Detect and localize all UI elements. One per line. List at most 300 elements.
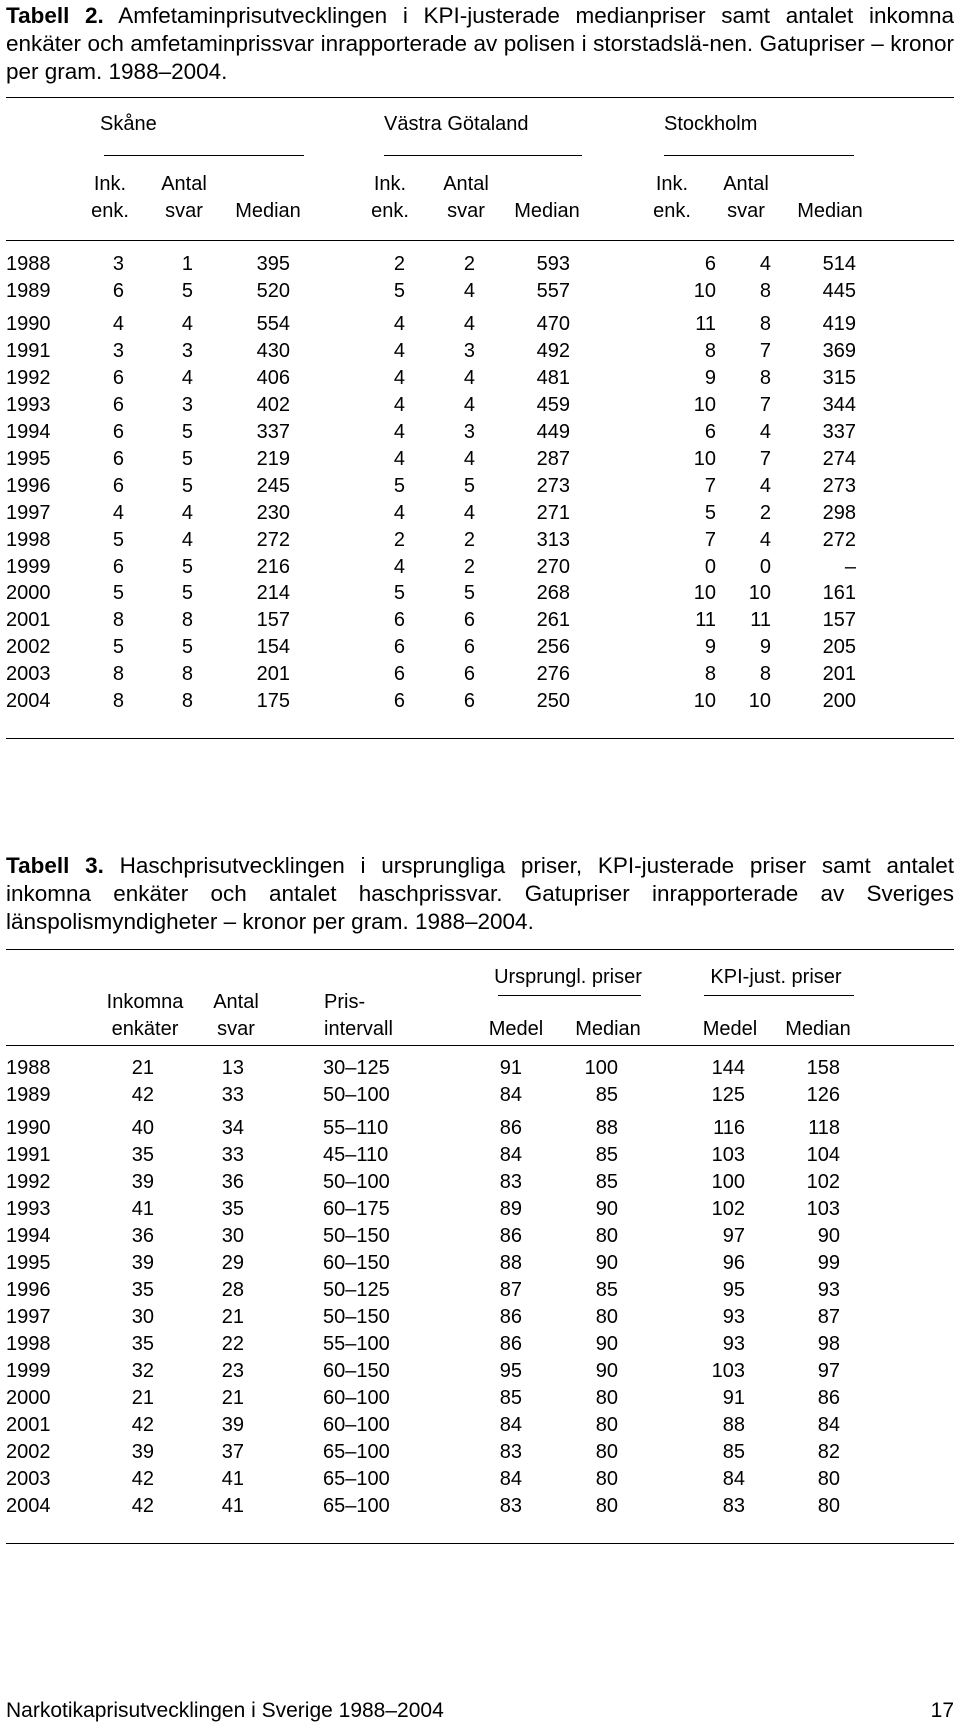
table3-cell: 86 [499,1117,522,1139]
table2-cell: 6 [112,448,124,470]
table2-cell: 514 [822,253,856,275]
table2-cell: 6 [112,421,124,443]
table2-cell: 8 [704,663,716,685]
table3-cell: 88 [499,1252,522,1274]
page-number: 17 [930,1699,954,1722]
table2-cell: 8 [759,313,771,335]
table3-year-cell: 2000 [6,1387,51,1409]
table3-cell: 36 [221,1171,244,1193]
table3-cell: 90 [595,1333,618,1355]
footer-title: Narkotikaprisutvecklingen i Sverige 1988–2004 [6,1699,444,1722]
table2-cell: 7 [759,394,771,416]
table2-cell: 481 [536,367,570,389]
table3-cell: 42 [131,1084,154,1106]
table2-cell: 7 [759,340,771,362]
table3-cell: 84 [499,1144,522,1166]
table2-cell: 5 [463,475,475,497]
table2-year-cell: 1997 [6,502,51,524]
table2-cell: 4 [112,313,124,335]
table2-year-cell: 1991 [6,340,51,362]
table2-cell: 0 [704,556,716,578]
table3-header-inkomna: Inkomna [106,991,184,1013]
table2-cell: 4 [181,367,193,389]
table2-cell: 157 [256,609,290,631]
table2-subheader-svar: svar [727,200,765,222]
table3-cell: 42 [131,1495,154,1517]
table2-cell: 6 [112,475,124,497]
table3-cell: 83 [722,1495,745,1517]
table2-cell: 157 [822,609,856,631]
table2-cell: 5 [181,475,193,497]
table2-cell: 6 [393,636,405,658]
table2-cell: 268 [536,582,570,604]
table2-cell: 4 [463,448,475,470]
table2-cell: 10 [748,582,771,604]
table3-cell: 85 [595,1144,618,1166]
table3-cell: 104 [806,1144,840,1166]
table2-cell: – [844,556,856,578]
table2-cell: 11 [695,313,716,335]
table2-cell: 261 [536,609,570,631]
table2-cell: 4 [759,421,771,443]
table3-cell: 100 [584,1057,618,1079]
table3-group-kpi-just: KPI-just. priser [710,966,842,988]
table3-cell: 85 [595,1084,618,1106]
table2-cell: 7 [704,529,716,551]
table2-cell: 5 [181,582,193,604]
table2-cell: 593 [536,253,570,275]
table3-cell: 13 [221,1057,244,1079]
table3-cell: 21 [131,1057,154,1079]
table3-year-cell: 1991 [6,1144,51,1166]
table2-year-cell: 1992 [6,367,51,389]
table3-year-cell: 2001 [6,1414,51,1436]
table3-header-intervall: intervall [324,1018,393,1040]
table2-year-cell: 2003 [6,663,51,685]
table2-cell: 8 [759,367,771,389]
table2-cell: 2 [393,529,405,551]
table2-subheader-median: Median [514,200,580,222]
table3-cell: 39 [131,1252,154,1274]
table2-year-cell: 2002 [6,636,51,658]
table2-cell: 557 [536,280,570,302]
table3-cell: 95 [499,1360,522,1382]
table3-cell: 30 [221,1225,244,1247]
table2-cell: 2 [463,253,475,275]
table2-cell: 8 [112,663,124,685]
table2-group-underline [104,155,304,156]
table2-cell: 4 [181,529,193,551]
table3-cell: 118 [808,1117,840,1139]
table3-cell: 35 [131,1279,154,1301]
table3-cell: 80 [595,1441,618,1463]
table2-cell: 276 [536,663,570,685]
table3-cell: 96 [722,1252,745,1274]
table3-group-underline [704,995,854,996]
table3-cell: 30 [131,1306,154,1328]
table3-cell: 42 [131,1468,154,1490]
table3-year-cell: 1993 [6,1198,51,1220]
table2-cell: 230 [256,502,290,524]
table2-subheader-enk: enk. [653,200,691,222]
table3-group-underline [498,995,641,996]
table3-price-range-cell: 45–110 [323,1144,389,1166]
table3-cell: 85 [595,1171,618,1193]
table3-cell: 85 [499,1387,522,1409]
table2-group-stockholm: Stockholm [664,113,758,135]
table3-cell: 39 [131,1171,154,1193]
table3-top-rule [6,949,954,950]
table2-cell: 4 [112,502,124,524]
table3-cell: 28 [221,1279,244,1301]
table2-cell: 287 [536,448,570,470]
table2-cell: 2 [393,253,405,275]
table3-cell: 41 [131,1198,154,1220]
table3-header-median: Median [575,1018,641,1040]
table2-cell: 5 [181,448,193,470]
table2-cell: 175 [256,690,290,712]
table3-header-svar: svar [217,1018,255,1040]
table3-cell: 83 [499,1495,522,1517]
table3-cell: 80 [595,1495,618,1517]
table3-header-enkater: enkäter [111,1018,179,1040]
table3-cell: 99 [817,1252,840,1274]
table2-subheader-enk: enk. [91,200,129,222]
table3-cell: 35 [131,1144,154,1166]
table2-cell: 4 [393,556,405,578]
table2-cell: 9 [704,367,716,389]
table3-cell: 80 [595,1468,618,1490]
table2-cell: 7 [704,475,716,497]
table3-header-rule [6,1045,954,1046]
table3-cell: 89 [499,1198,522,1220]
table3-year-cell: 2003 [6,1468,51,1490]
table2-group-skane: Skåne [100,113,157,135]
table2-cell: 313 [536,529,570,551]
table2-cell: 5 [181,636,193,658]
table3-price-range-cell: 55–110 [323,1117,389,1139]
table3-group-ursprungl: Ursprungl. priser [494,966,642,988]
table2-cell: 2 [463,529,475,551]
table2-cell: 4 [181,313,193,335]
table2-cell: 4 [393,340,405,362]
table2-cell: 445 [822,280,856,302]
table2-cell: 8 [704,340,716,362]
table2-subheader-ink: Ink. [93,173,127,195]
table3-cell: 87 [817,1306,840,1328]
table2-cell: 8 [112,690,124,712]
table3-cell: 23 [221,1360,244,1382]
table2-cell: 395 [256,253,290,275]
table2-subheader-antal: Antal [161,173,207,195]
table2-cell: 430 [256,340,290,362]
table3-cell: 158 [806,1057,840,1079]
table3-cell: 83 [499,1441,522,1463]
table2-cell: 6 [463,663,475,685]
table2-cell: 205 [822,636,856,658]
table2-subheader-median: Median [797,200,863,222]
table2-cell: 4 [463,502,475,524]
table2-cell: 273 [536,475,570,497]
table2-caption-text: Amfetaminprisutvecklingen i KPI-justerade medianpriser samt antalet inkomna enkäter och amfetaminprissvar inrapporterade av polisen i storstadslä-nen. Gatupriser – kronor per gram. 1988–2004. [6,3,954,84]
table3-cell: 90 [595,1198,618,1220]
table2-cell: 492 [536,340,570,362]
table3-price-range-cell: 30–125 [323,1057,390,1079]
table2-cell: 214 [256,582,290,604]
table2-cell: 161 [822,582,856,604]
table2-cell: 6 [112,280,124,302]
table2-subheader-ink: Ink. [655,173,689,195]
table3-cell: 82 [817,1441,840,1463]
table3-cell: 84 [499,1468,522,1490]
table2-header-rule [6,240,954,241]
table3-price-range-cell: 60–150 [323,1360,390,1382]
table3-cell: 80 [817,1468,840,1490]
table2-cell: 10 [693,280,716,302]
table3-cell: 97 [817,1360,840,1382]
table2-cell: 459 [536,394,570,416]
table2-cell: 5 [181,280,193,302]
table3-cell: 22 [221,1333,244,1355]
table2-cell: 11 [695,609,716,631]
table2-year-cell: 1995 [6,448,51,470]
table3-year-cell: 1999 [6,1360,51,1382]
table2-cell: 10 [693,582,716,604]
table2-cell: 6 [463,636,475,658]
table3-cell: 90 [817,1225,840,1247]
table3-cell: 80 [595,1225,618,1247]
table3-cell: 85 [595,1279,618,1301]
table3-year-cell: 1997 [6,1306,51,1328]
table2-group-underline [384,155,582,156]
table3-price-range-cell: 60–150 [323,1252,390,1274]
table3-price-range-cell: 60–100 [323,1414,390,1436]
table2-cell: 6 [112,367,124,389]
table3-year-cell: 1994 [6,1225,51,1247]
table3-cell: 93 [722,1333,745,1355]
table2-top-rule [6,97,954,98]
table3-cell: 21 [131,1387,154,1409]
table2-cell: 3 [112,340,124,362]
table3-cell: 80 [817,1495,840,1517]
table2-cell: 11 [750,609,771,631]
table3-year-cell: 1995 [6,1252,51,1274]
table2-cell: 4 [463,367,475,389]
table2-cell: 250 [536,690,570,712]
table3-cell: 102 [711,1198,745,1220]
table2-cell: 245 [256,475,290,497]
table3-year-cell: 2002 [6,1441,51,1463]
table2-cell: 10 [693,394,716,416]
table3-header-medel: Medel [488,1018,544,1040]
table2-cell: 4 [181,502,193,524]
table3-cell: 86 [499,1225,522,1247]
table2-cell: 200 [822,690,856,712]
table2-group-underline [664,155,854,156]
table2-cell: 219 [256,448,290,470]
table3-price-range-cell: 50–125 [323,1279,390,1301]
table2-cell: 4 [393,367,405,389]
table2-year-cell: 1994 [6,421,51,443]
table3-price-range-cell: 65–100 [323,1441,390,1463]
table3-cell: 80 [595,1306,618,1328]
table2-cell: 4 [759,529,771,551]
table2-cell: 270 [536,556,570,578]
table3-cell: 125 [711,1084,745,1106]
table2-cell: 315 [822,367,856,389]
table3-cell: 84 [722,1468,745,1490]
table3-cell: 84 [499,1414,522,1436]
table2-cell: 271 [536,502,570,524]
table3-cell: 33 [221,1084,244,1106]
table2-cell: 4 [759,253,771,275]
table2-cell: 5 [393,280,405,302]
table3-price-range-cell: 65–100 [323,1468,390,1490]
table2-cell: 344 [822,394,856,416]
table2-cell: 337 [256,421,290,443]
table2-year-cell: 2000 [6,582,51,604]
table2-label: Tabell 2. [6,3,104,28]
table2-cell: 520 [256,280,290,302]
table3-cell: 100 [711,1171,745,1193]
table3-cell: 91 [499,1057,522,1079]
table2-subheader-svar: svar [165,200,203,222]
table2-cell: 6 [393,609,405,631]
table3-cell: 103 [806,1198,840,1220]
table3-price-range-cell: 50–150 [323,1306,390,1328]
table2-cell: 4 [393,421,405,443]
table2-year-cell: 2001 [6,609,51,631]
table2-subheader-ink: Ink. [373,173,407,195]
table3-cell: 80 [595,1387,618,1409]
table3-year-cell: 1998 [6,1333,51,1355]
table2-cell: 8 [112,609,124,631]
table2-cell: 5 [112,529,124,551]
table3-cell: 37 [221,1441,244,1463]
table2-cell: 272 [256,529,290,551]
table3-cell: 93 [722,1306,745,1328]
table3-header-medel: Medel [702,1018,758,1040]
table3-cell: 36 [131,1225,154,1247]
table2-cell: 5 [393,475,405,497]
table3-cell: 35 [221,1198,244,1220]
table2-cell: 406 [256,367,290,389]
table3-price-range-cell: 50–150 [323,1225,390,1247]
table2-cell: 298 [822,502,856,524]
table2-year-cell: 1998 [6,529,51,551]
table2-cell: 4 [463,280,475,302]
table2-cell: 8 [181,609,193,631]
table3-cell: 34 [221,1117,244,1139]
table3-cell: 91 [722,1387,745,1409]
table2-cell: 9 [704,636,716,658]
table3-year-cell: 1990 [6,1117,51,1139]
table3-cell: 84 [817,1414,840,1436]
table3-cell: 103 [711,1144,745,1166]
table3-cell: 86 [499,1306,522,1328]
table2-bottom-rule [6,738,954,739]
table2-cell: 6 [112,394,124,416]
table2-cell: 4 [393,502,405,524]
table3-year-cell: 1992 [6,1171,51,1193]
table2-cell: 0 [759,556,771,578]
table3-cell: 88 [595,1117,618,1139]
table3-price-range-cell: 55–100 [323,1333,390,1355]
table2-year-cell: 2004 [6,690,51,712]
table2-subheader-antal: Antal [723,173,769,195]
table2-cell: 6 [463,609,475,631]
table2-cell: 272 [822,529,856,551]
table2-cell: 4 [759,475,771,497]
table2-cell: 4 [463,313,475,335]
table2-cell: 337 [822,421,856,443]
table2-cell: 9 [759,636,771,658]
table2-cell: 274 [822,448,856,470]
table3-cell: 88 [722,1414,745,1436]
table2-cell: 6 [463,690,475,712]
table3-cell: 40 [131,1117,154,1139]
table3-cell: 32 [131,1360,154,1382]
table3-cell: 41 [221,1495,244,1517]
table3-year-cell: 1996 [6,1279,51,1301]
table3-cell: 84 [499,1084,522,1106]
table3-year-cell: 1988 [6,1057,51,1079]
table3-cell: 86 [817,1387,840,1409]
table3-header-antal: Antal [213,991,259,1013]
table2-year-cell: 1999 [6,556,51,578]
table2-group-vastra-gotaland: Västra Götaland [384,113,529,135]
table2-cell: 4 [393,313,405,335]
table3-cell: 21 [221,1306,244,1328]
table2-cell: 8 [759,280,771,302]
table2-cell: 554 [256,313,290,335]
table2-cell: 5 [112,582,124,604]
table3-cell: 97 [722,1225,745,1247]
table2-year-cell: 1990 [6,313,51,335]
table3-price-range-cell: 50–100 [323,1171,390,1193]
table2-subheader-antal: Antal [443,173,489,195]
table2-cell: 419 [822,313,856,335]
table2-cell: 8 [759,663,771,685]
table2-cell: 6 [393,663,405,685]
table2-cell: 402 [256,394,290,416]
table2-cell: 470 [536,313,570,335]
table2-cell: 5 [181,556,193,578]
table3-label: Tabell 3. [6,853,104,878]
table2-cell: 10 [693,690,716,712]
table2-cell: 3 [463,421,475,443]
table3-bottom-rule [6,1543,954,1544]
table2-subheader-enk: enk. [371,200,409,222]
table2-cell: 10 [748,690,771,712]
table2-cell: 4 [463,394,475,416]
table3-price-range-cell: 60–100 [323,1387,390,1409]
table3-cell: 126 [806,1084,840,1106]
table2-cell: 201 [256,663,290,685]
table2-year-cell: 1989 [6,280,51,302]
table2-cell: 1 [181,253,193,275]
table2-cell: 6 [704,421,716,443]
table2-year-cell: 1996 [6,475,51,497]
table2-cell: 6 [704,253,716,275]
table3-caption-text: Haschprisutvecklingen i ursprungliga priser, KPI-justerade priser samt antalet inkomna enkäter och antalet haschprissvar. Gatupriser inrapporterade av Sveriges länspolismyndigheter – kronor per gram. 1988–2004. [6,853,954,934]
table2-cell: 273 [822,475,856,497]
table2-cell: 256 [536,636,570,658]
table2-cell: 2 [463,556,475,578]
table2-cell: 10 [693,448,716,470]
table2-year-cell: 1988 [6,253,51,275]
table3-price-range-cell: 65–100 [323,1495,390,1517]
